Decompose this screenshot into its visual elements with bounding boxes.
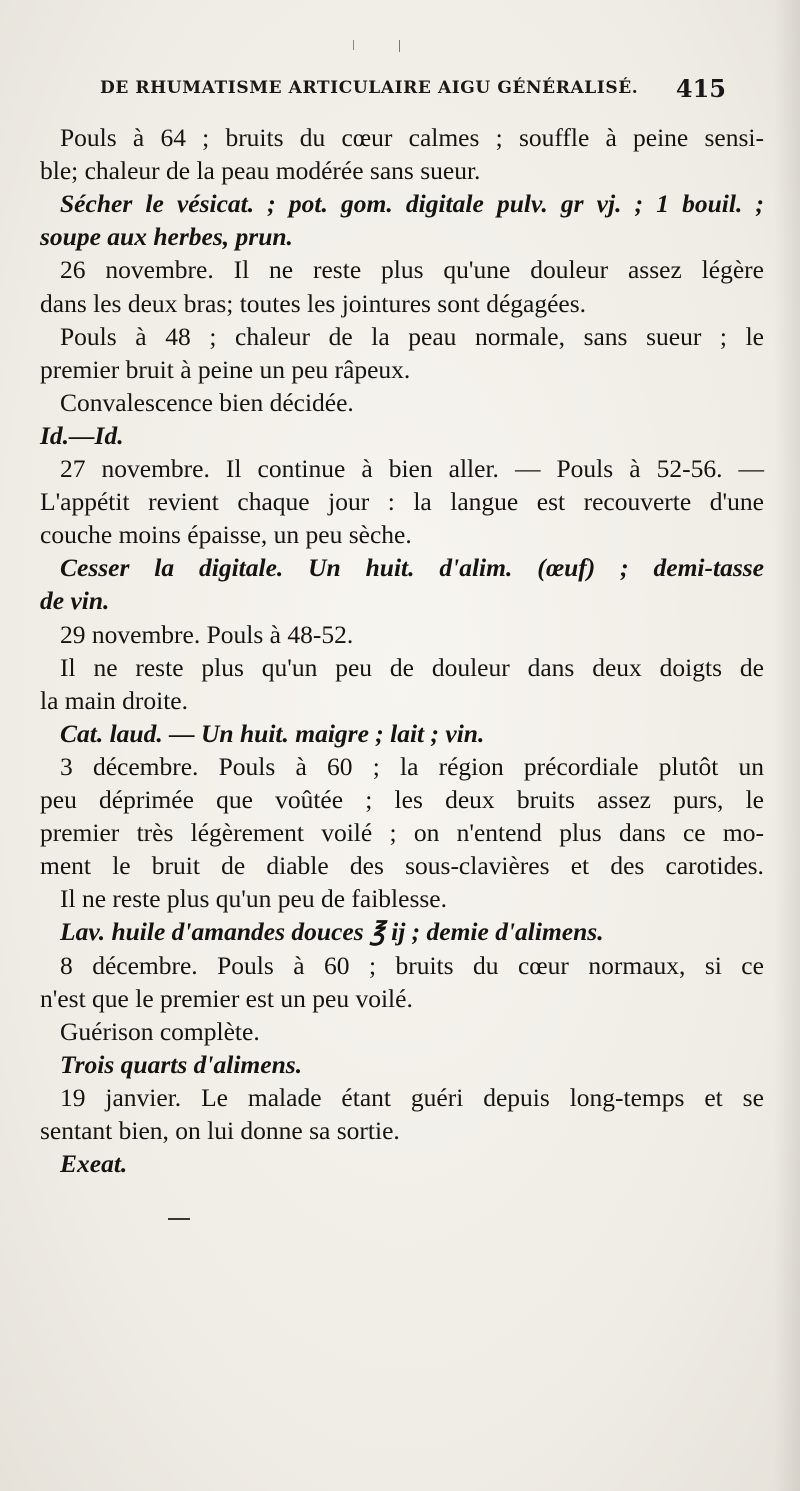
prescription-line: Exeat. [60,1149,128,1179]
text-line: couche moins épaisse, un peu sèche. [40,520,412,550]
text-line: Pouls à 64 ; bruits du cœur calmes ; souffle à peine sensi- [60,123,764,152]
text-line: dans les deux bras; toutes les jointures sont dégagées. [40,288,587,318]
text-line: L'appétit revient chaque jour : la langue est recouverte d'une [40,487,764,517]
text-line: 29 novembre. Pouls à 48-52. [60,619,354,649]
text-line: ment le bruit de diable des sous-clavières et des carotides. [40,851,764,881]
prescription-line: Lav. huile d'amandes douces ℥ ij ; demie d'alimens. [60,917,604,947]
text-line: Guérison complète. [60,1016,260,1046]
prescription-line: Id.—Id. [40,420,124,450]
text-line: 19 janvier. Le malade étant guéri depuis long-temps et se [60,1082,764,1112]
page-number: 415 [675,74,726,103]
prescription-line: Trois quarts d'alimens. [60,1049,303,1079]
text-line: 8 décembre. Pouls à 60 ; bruits du cœur normaux, si ce [60,950,764,980]
text-line: la main droite. [40,685,188,715]
text-line: ble; chaleur de la peau modérée sans sueur. [40,156,481,186]
text-line: Il ne reste plus qu'un peu de douleur dans deux doigts de [60,652,764,682]
print-mark [399,40,400,52]
end-rule [168,1218,190,1220]
page-header [100,74,726,106]
text-line: sentant bien, on lui donne sa sortie. [40,1116,400,1145]
page-edge-shadow [774,0,800,1491]
prescription-line: Cat. laud. — Un huit. maigre ; lait ; vin. [60,718,485,748]
prescription-line: de vin. [40,586,110,616]
text-line: n'est que le premier est un peu voilé. [40,983,413,1013]
running-title: DE RHUMATISME ARTICULAIRE AIGU GÉNÉRALISÉ. [100,78,639,98]
text-line: premier bruit à peine un peu râpeux. [40,354,411,384]
text-line: Pouls à 48 ; chaleur de la peau normale, sans sueur ; le [60,321,764,351]
text-line: premier très légèrement voilé ; on n'entend plus dans ce mo- [40,818,764,848]
print-mark [353,40,354,50]
text-line: 27 novembre. Il continue à bien aller. — Pouls à 52-56. — [60,454,764,483]
prescription-line: Cesser la digitale. Un huit. d'alim. (œuf) ; demi-tasse [60,553,764,583]
text-line: 26 novembre. Il ne reste plus qu'une douleur assez légère [60,255,764,285]
prescription-line: Sécher le vésicat. ; pot. gom. digitale pulv. gr vj. ; 1 bouil. ; [60,189,764,219]
text-line: Il ne reste plus qu'un peu de faiblesse. [60,884,447,914]
text-line: peu déprimée que voûtée ; les deux bruits assez purs, le [40,785,764,814]
text-line: Convalescence bien décidée. [60,387,354,417]
prescription-line: soupe aux herbes, prun. [40,222,293,252]
text-line: 3 décembre. Pouls à 60 ; la région précordiale plutôt un [60,751,764,781]
